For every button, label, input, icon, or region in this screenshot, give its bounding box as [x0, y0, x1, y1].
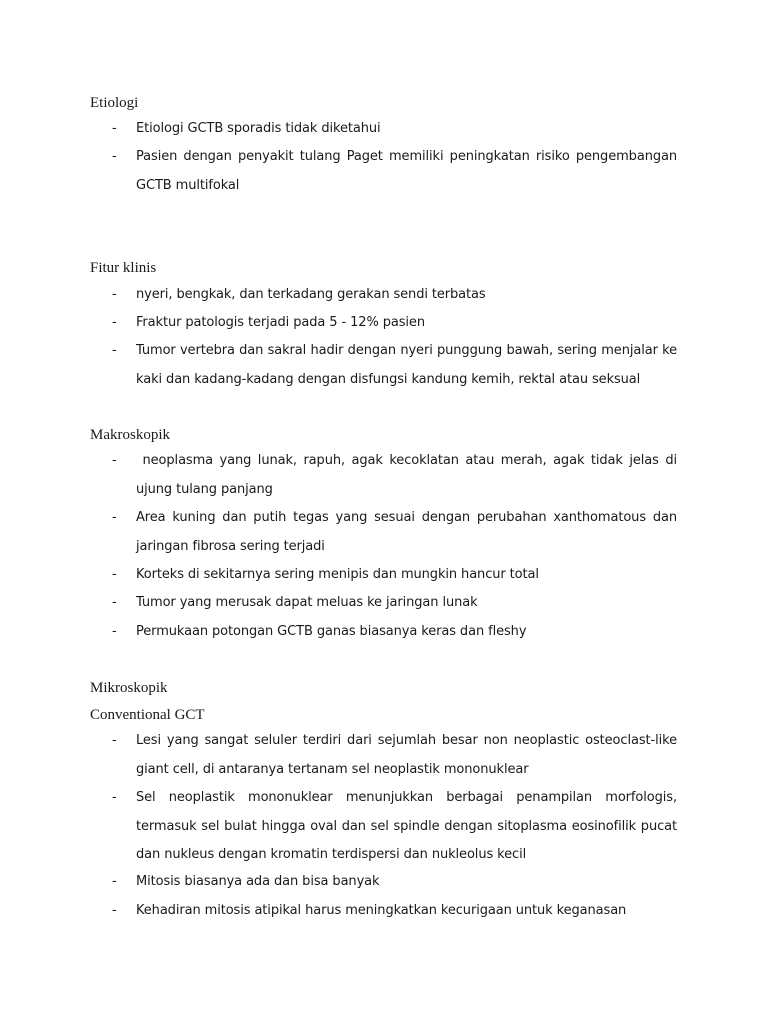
section-heading-makroskopik: Makroskopik — [90, 427, 170, 443]
bullet-dash: - — [112, 874, 117, 889]
list-item — [112, 868, 677, 897]
list-item-text: Fraktur patologis terjadi pada 5 - 12% pasien — [136, 315, 425, 330]
bullet-dash: - — [112, 343, 117, 358]
list-item-text: Etiologi GCTB sporadis tidak diketahui — [136, 121, 381, 136]
list-item — [112, 143, 677, 200]
list-item-text: Tumor vertebra dan sakral hadir dengan nyeri punggung bawah, sering menjalar ke kaki dan kadang-kadang dengan disfungsi kandung kemih, rektal atau seksual — [136, 343, 677, 387]
list-item-text: nyeri, bengkak, dan terkadang gerakan sendi terbatas — [136, 287, 486, 302]
list-item-text: Sel neoplastik mononuklear menunjukkan berbagai penampilan morfologis, termasuk sel bulat hingga oval dan sel spindle dengan sitoplasma eosinofilik pucat dan nukleus dengan kromatin terdispersi dan nukleolus kecil — [136, 790, 677, 862]
bullet-dash: - — [112, 315, 117, 330]
list-item-text: Kehadiran mitosis atipikal harus meningkatkan kecurigaan untuk keganasan — [136, 903, 627, 918]
list-item-text: Pasien dengan penyakit tulang Paget memiliki peningkatan risiko pengembangan GCTB multifokal — [136, 149, 677, 193]
list-item-text: Permukaan potongan GCTB ganas biasanya keras dan fleshy — [136, 624, 527, 639]
list-item — [112, 589, 677, 618]
bullet-dash: - — [112, 287, 117, 302]
list-item — [112, 784, 677, 870]
list-item-text: Mitosis biasanya ada dan bisa banyak — [136, 874, 380, 889]
list-item — [112, 618, 677, 647]
bullet-dash: - — [112, 595, 117, 610]
bullet-dash: - — [112, 790, 117, 805]
list-item — [112, 504, 677, 561]
list-item — [112, 447, 682, 504]
list-item-text: Korteks di sekitarnya sering menipis dan mungkin hancur total — [136, 567, 539, 582]
section-heading-etiologi: Etiologi — [90, 95, 139, 111]
list-item-text: neoplasma yang lunak, rapuh, agak kecoklatan atau merah, agak tidak jelas di ujung tulang panjang — [136, 453, 682, 497]
bullet-dash: - — [112, 624, 117, 639]
bullet-dash: - — [112, 733, 117, 748]
list-item — [112, 337, 677, 394]
section-heading-fitur-klinis: Fitur klinis — [90, 260, 157, 276]
list-item — [112, 309, 677, 338]
list-item — [112, 897, 677, 926]
bullet-dash: - — [112, 567, 117, 582]
bullet-dash: - — [112, 149, 117, 164]
bullet-dash: - — [112, 510, 117, 525]
section-heading-mikroskopik: Mikroskopik — [90, 680, 168, 696]
list-item-text: Tumor yang merusak dapat meluas ke jaringan lunak — [136, 595, 478, 610]
list-item-text: Area kuning dan putih tegas yang sesuai dengan perubahan xanthomatous dan jaringan fibrosa sering terjadi — [136, 510, 677, 554]
bullet-dash: - — [112, 453, 117, 468]
bullet-dash: - — [112, 903, 117, 918]
list-item — [112, 281, 677, 310]
section-subheading-conventional-gct: Conventional GCT — [90, 707, 205, 723]
bullet-dash: - — [112, 121, 117, 136]
list-item-text: Lesi yang sangat seluler terdiri dari sejumlah besar non neoplastic osteoclast-like giant cell, di antaranya tertanam sel neoplastik mononuklear — [136, 733, 677, 777]
list-item — [112, 561, 677, 590]
list-item — [112, 115, 677, 144]
list-item — [112, 727, 677, 784]
